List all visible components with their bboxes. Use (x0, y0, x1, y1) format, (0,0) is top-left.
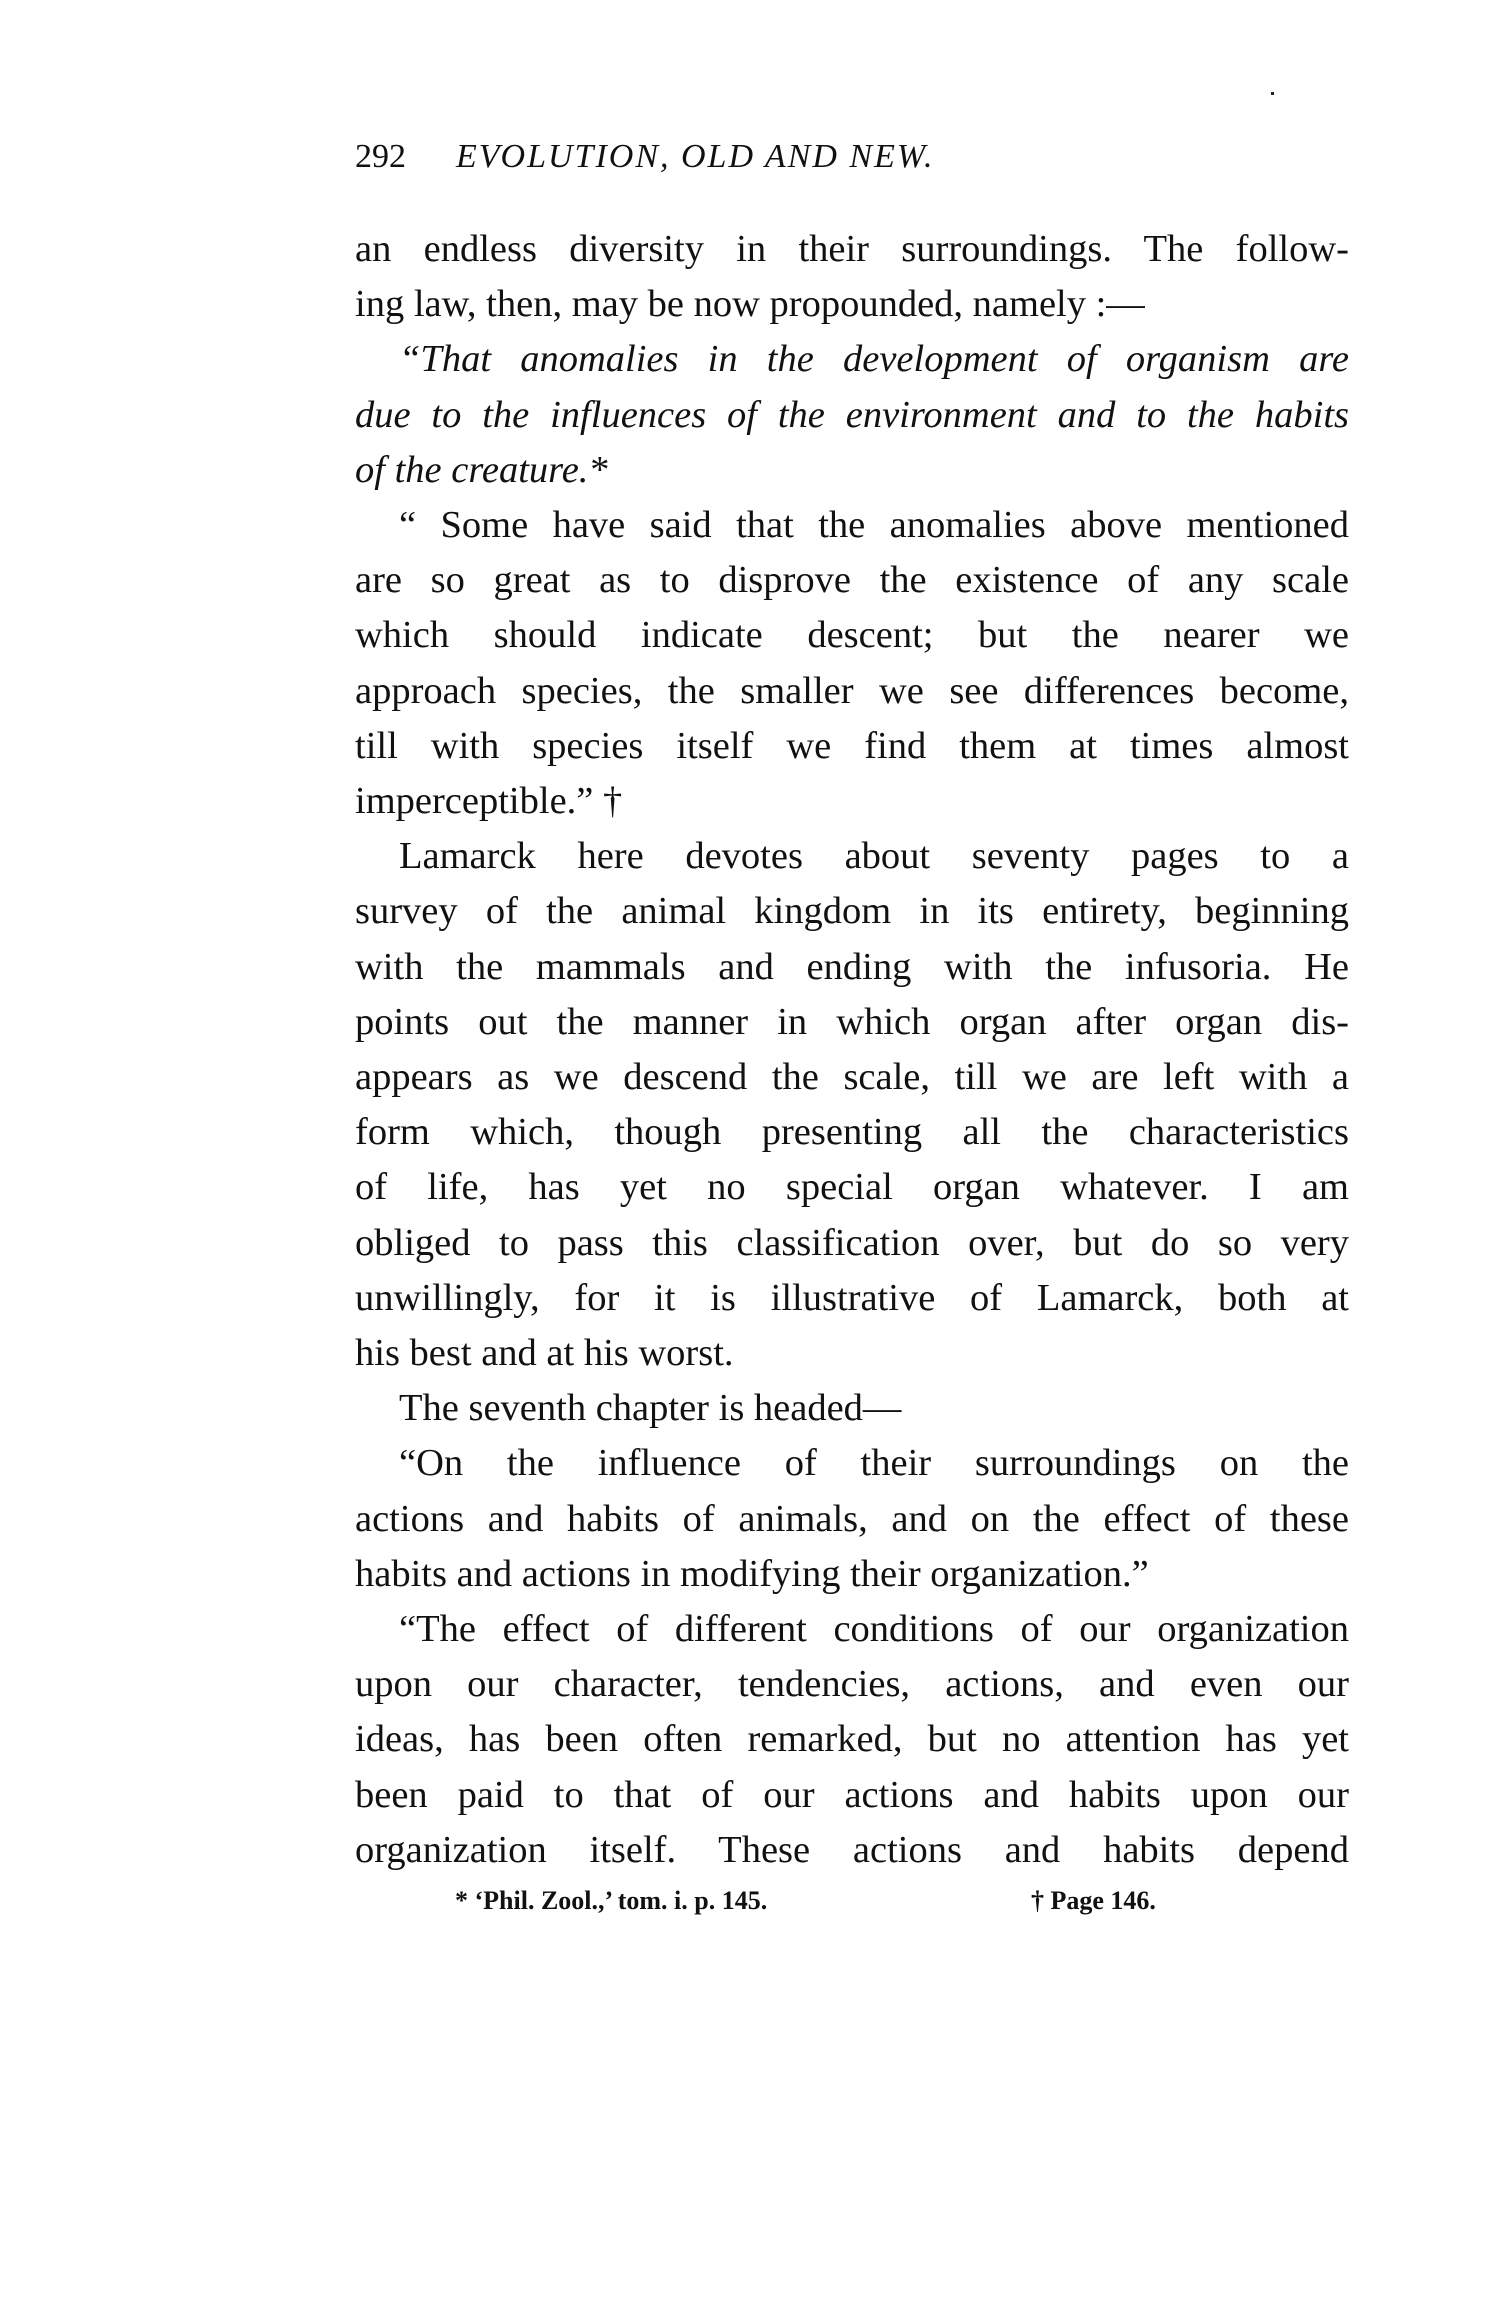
text-line: an endless diversity in their surroundings. The follow- (355, 228, 1349, 270)
text-line: till with species itself we find them at times almost (355, 724, 1349, 767)
text-line: of the creature.* (355, 448, 608, 491)
text-line: organization itself. These actions and habits depend (355, 1828, 1349, 1871)
text-line: due to the influences of the environment and to the habits (355, 393, 1349, 436)
text-line: unwillingly, for it is illustrative of Lamarck, both at (355, 1276, 1349, 1319)
text-line: “On the influence of their surroundings on the (399, 1442, 1349, 1485)
running-title: EVOLUTION, OLD AND NEW. (456, 138, 935, 175)
text-line: actions and habits of animals, and on the effect of these (355, 1497, 1349, 1540)
body-text (355, 222, 1349, 1878)
text-line: are so great as to disprove the existence of any scale (355, 559, 1349, 602)
text-line: upon our character, tendencies, actions, and even our (355, 1663, 1349, 1706)
text-line: with the mammals and ending with the infusoria. He (355, 945, 1349, 988)
text-line: of life, has yet no special organ whatever. I am (355, 1166, 1349, 1209)
text-line: “That anomalies in the development of organism are (399, 338, 1349, 381)
footnote-dagger: † Page 146. (1031, 1886, 1156, 1916)
text-line: approach species, the smaller we see differences become, (355, 669, 1349, 712)
text-line: his best and at his worst. (355, 1332, 734, 1375)
text-line: form which, though presenting all the characteristics (355, 1111, 1349, 1154)
text-line: been paid to that of our actions and habits upon our (355, 1773, 1349, 1816)
text-line: The seventh chapter is headed— (399, 1387, 902, 1430)
text-line: habits and actions in modifying their organization.” (355, 1552, 1149, 1595)
text-line: Lamarck here devotes about seventy pages to a (399, 835, 1349, 878)
text-line: obliged to pass this classification over, but do so very (355, 1221, 1349, 1264)
footnotes (355, 1886, 1349, 1926)
book-page (355, 138, 1349, 1926)
scan-speck (1271, 92, 1274, 95)
text-line: points out the manner in which organ after organ dis- (355, 1000, 1349, 1043)
running-head (355, 138, 1349, 198)
footnote-asterisk: * ‘Phil. Zool.,’ tom. i. p. 145. (455, 1886, 768, 1916)
text-line: “ Some have said that the anomalies above mentioned (399, 504, 1349, 547)
text-line: which should indicate descent; but the nearer we (355, 614, 1349, 657)
text-line: “The effect of different conditions of our organization (399, 1608, 1349, 1651)
text-line: imperceptible.” † (355, 780, 623, 823)
text-line: appears as we descend the scale, till we are left with a (355, 1056, 1349, 1099)
page-number: 292 (355, 138, 406, 175)
text-line: ing law, then, may be now propounded, namely :— (355, 283, 1145, 326)
text-line: ideas, has been often remarked, but no attention has yet (355, 1718, 1349, 1761)
text-line: survey of the animal kingdom in its entirety, beginning (355, 890, 1349, 933)
